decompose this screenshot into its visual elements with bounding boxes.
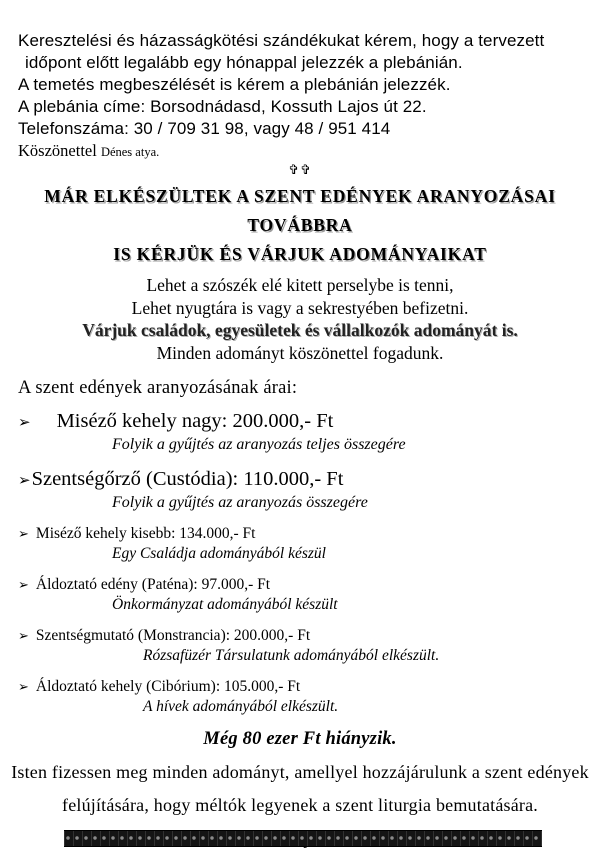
donation-line: Lehet a szószék elé kitett perselybe is tenni, bbox=[146, 275, 454, 295]
price-list-heading: A szent edények aranyozásának árai: bbox=[18, 378, 298, 398]
price-item-note: Rózsafüzér Társulatunk adományából elkészült. bbox=[143, 647, 440, 664]
donation-line: Lehet nyugtára is vagy a sekrestyében befizetni. bbox=[131, 297, 469, 318]
price-item bbox=[18, 408, 600, 455]
announcement-title bbox=[0, 182, 600, 269]
price-item-title: Áldoztató edény (Paténa): 97.000,- Ft bbox=[35, 576, 271, 593]
closing-line: Isten fizessen meg minden adományt, amellyel hozzájárulunk a szent edények bbox=[11, 762, 589, 782]
price-item-title-line bbox=[18, 408, 600, 435]
price-item-title: Áldoztató kehely (Cibórium): 105.000,- Ft bbox=[35, 678, 301, 695]
price-item-title-line bbox=[18, 626, 600, 646]
price-item-note: A hívek adományából elkészült. bbox=[143, 698, 339, 715]
signoff-text: Köszönettel bbox=[18, 141, 97, 160]
arrow-bullet-icon: ➢ bbox=[18, 680, 29, 695]
intro-line: Telefonszáma: 30 / 709 31 98, vagy 48 / 951 414 bbox=[18, 119, 391, 138]
price-item-title: Miséző kehely nagy: 200.000,- Ft bbox=[56, 410, 334, 432]
price-item bbox=[18, 524, 600, 564]
donation-line: Várjuk családok, egyesületek és vállalkozók adományát is. bbox=[82, 320, 518, 340]
price-item-note: Önkormányzat adományából készült bbox=[112, 596, 338, 613]
intro-line: Keresztelési és házasságkötési szándékukat kérem, hogy a tervezett bbox=[18, 31, 545, 50]
price-item-title-line bbox=[18, 466, 600, 493]
donation-instructions bbox=[0, 274, 600, 364]
signoff-name: Dénes atya. bbox=[100, 145, 160, 159]
intro-line: időpont előtt legalább egy hónappal jelezzék a plebánián. bbox=[25, 53, 463, 72]
remaining-amount-note: Még 80 ezer Ft hiányzik. bbox=[203, 729, 397, 749]
price-item bbox=[18, 626, 600, 666]
intro-line: A plebánia címe: Borsodnádasd, Kossuth Lajos út 22. bbox=[18, 97, 427, 116]
price-item-title-line bbox=[18, 575, 600, 595]
announcement-title-line2: IS KÉRJÜK ÉS VÁRJUK ADOMÁNYAIKAT bbox=[113, 244, 487, 264]
price-item bbox=[18, 575, 600, 615]
price-item bbox=[18, 466, 600, 513]
price-item-note: Egy Családja adományából készül bbox=[112, 545, 326, 562]
arrow-bullet-icon: ➢ bbox=[18, 629, 29, 644]
closing-line: felújítására, hogy méltók legyenek a szent liturgia bemutatására. bbox=[62, 795, 538, 815]
arrow-bullet-icon: ➢ bbox=[18, 578, 29, 593]
announcement-title-line1: MÁR ELKÉSZÜLTEK A SZENT EDÉNYEK ARANYOZÁSAI TOVÁBBRA bbox=[44, 186, 556, 235]
arrow-bullet-icon: ➢ bbox=[18, 527, 29, 542]
price-item-title: Szentségőrző (Custódia): 110.000,- Ft bbox=[31, 468, 344, 490]
price-list bbox=[0, 408, 600, 717]
arrow-bullet-icon: ➢ bbox=[18, 413, 31, 431]
price-item-note: Folyik a gyűjtés az aranyozás összegére bbox=[112, 494, 368, 511]
donation-line: Minden adományt köszönettel fogadunk. bbox=[156, 342, 444, 363]
arrow-bullet-icon: ➢ bbox=[18, 471, 31, 489]
intro-line: A temetés megbeszélését is kérem a plebánián jelezzék. bbox=[18, 75, 451, 94]
double-cross-icon: ✞✞ bbox=[288, 163, 312, 178]
price-item-title: Szentségmutató (Monstrancia): 200.000,- Ft bbox=[35, 627, 311, 644]
price-item bbox=[18, 677, 600, 717]
price-item-title: Miséző kehely kisebb: 134.000,- Ft bbox=[35, 525, 256, 542]
intro-paragraph bbox=[18, 30, 588, 140]
price-item-title-line bbox=[18, 524, 600, 544]
signoff-line bbox=[18, 141, 600, 162]
bottom-ornament-border bbox=[64, 830, 542, 847]
price-item-note: Folyik a gyűjtés az aranyozás teljes összegére bbox=[112, 436, 406, 453]
price-item-title-line bbox=[18, 677, 600, 697]
